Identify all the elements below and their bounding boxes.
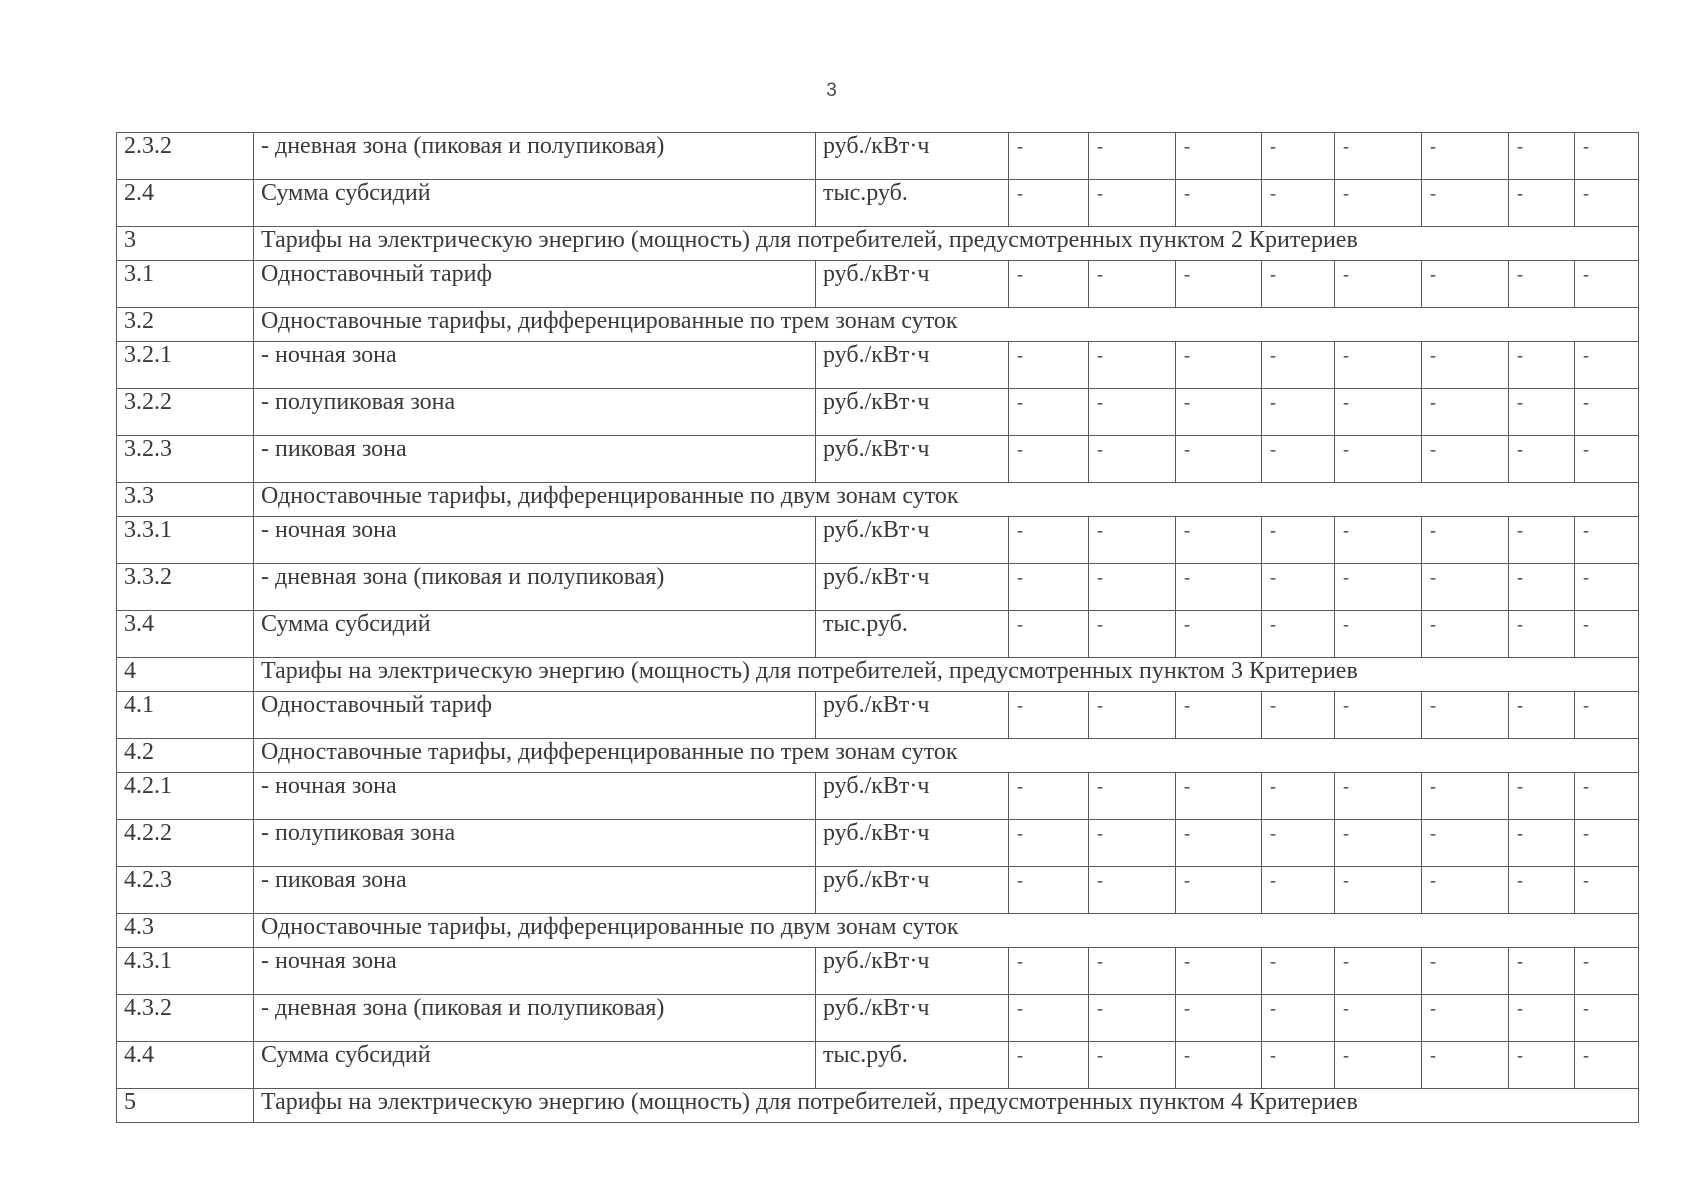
value-cell: - — [1262, 389, 1335, 436]
value-cell: - — [1009, 436, 1089, 483]
value-cell: - — [1176, 1042, 1262, 1089]
row-unit: руб./кВт·ч — [816, 867, 1009, 914]
value-cell: - — [1422, 564, 1509, 611]
value-cell: - — [1089, 611, 1176, 658]
row-code: 4.3.2 — [117, 995, 254, 1042]
value-cell: - — [1009, 820, 1089, 867]
section-row — [117, 739, 1639, 773]
value-cell: - — [1575, 342, 1639, 389]
row-code: 2.3.2 — [117, 133, 254, 180]
value-cell: - — [1262, 692, 1335, 739]
row-name: Сумма субсидий — [254, 180, 816, 227]
value-cell: - — [1089, 436, 1176, 483]
value-cell: - — [1335, 342, 1422, 389]
value-cell: - — [1009, 773, 1089, 820]
value-cell: - — [1335, 133, 1422, 180]
value-cell: - — [1262, 564, 1335, 611]
row-code: 4.4 — [117, 1042, 254, 1089]
row-unit: руб./кВт·ч — [816, 436, 1009, 483]
value-cell: - — [1335, 517, 1422, 564]
value-cell: - — [1089, 867, 1176, 914]
value-cell: - — [1509, 692, 1575, 739]
value-cell: - — [1009, 389, 1089, 436]
section-title: Тарифы на электрическую энергию (мощность) для потребителей, предусмотренных пунктом 4 Критериев — [254, 1089, 1639, 1123]
row-unit: руб./кВт·ч — [816, 820, 1009, 867]
row-name: - ночная зона — [254, 948, 816, 995]
value-cell: - — [1089, 948, 1176, 995]
row-unit: руб./кВт·ч — [816, 517, 1009, 564]
section-row — [117, 308, 1639, 342]
section-row — [117, 914, 1639, 948]
value-cell: - — [1089, 133, 1176, 180]
row-unit: руб./кВт·ч — [816, 692, 1009, 739]
value-cell: - — [1335, 692, 1422, 739]
value-cell: - — [1009, 1042, 1089, 1089]
value-cell: - — [1335, 820, 1422, 867]
row-name: - пиковая зона — [254, 867, 816, 914]
section-title: Одноставочные тарифы, дифференцированные по двум зонам суток — [254, 483, 1639, 517]
value-cell: - — [1176, 948, 1262, 995]
value-cell: - — [1509, 436, 1575, 483]
value-cell: - — [1422, 517, 1509, 564]
row-code: 4.3 — [117, 914, 254, 948]
section-row — [117, 658, 1639, 692]
row-code: 3.3.1 — [117, 517, 254, 564]
row-code: 3.3.2 — [117, 564, 254, 611]
row-unit: руб./кВт·ч — [816, 773, 1009, 820]
value-cell: - — [1422, 995, 1509, 1042]
value-cell: - — [1422, 867, 1509, 914]
row-unit: руб./кВт·ч — [816, 948, 1009, 995]
value-cell: - — [1335, 436, 1422, 483]
row-unit: тыс.руб. — [816, 180, 1009, 227]
value-cell: - — [1262, 261, 1335, 308]
value-cell: - — [1422, 261, 1509, 308]
value-cell: - — [1575, 436, 1639, 483]
value-cell: - — [1089, 389, 1176, 436]
value-cell: - — [1509, 342, 1575, 389]
section-row — [117, 1089, 1639, 1123]
value-cell: - — [1422, 180, 1509, 227]
value-cell: - — [1262, 820, 1335, 867]
row-code: 4.2.1 — [117, 773, 254, 820]
section-title: Тарифы на электрическую энергию (мощность) для потребителей, предусмотренных пунктом 3 Критериев — [254, 658, 1639, 692]
table-row — [117, 261, 1639, 308]
row-unit: руб./кВт·ч — [816, 133, 1009, 180]
value-cell: - — [1509, 948, 1575, 995]
value-cell: - — [1176, 564, 1262, 611]
row-name: - ночная зона — [254, 517, 816, 564]
row-unit: руб./кВт·ч — [816, 564, 1009, 611]
value-cell: - — [1575, 820, 1639, 867]
value-cell: - — [1575, 261, 1639, 308]
row-name: Одноставочный тариф — [254, 692, 816, 739]
value-cell: - — [1089, 564, 1176, 611]
value-cell: - — [1009, 564, 1089, 611]
value-cell: - — [1422, 436, 1509, 483]
value-cell: - — [1575, 948, 1639, 995]
value-cell: - — [1089, 180, 1176, 227]
value-cell: - — [1575, 517, 1639, 564]
value-cell: - — [1176, 820, 1262, 867]
row-name: - полупиковая зона — [254, 820, 816, 867]
value-cell: - — [1509, 517, 1575, 564]
value-cell: - — [1575, 389, 1639, 436]
value-cell: - — [1262, 1042, 1335, 1089]
value-cell: - — [1262, 133, 1335, 180]
value-cell: - — [1089, 261, 1176, 308]
table-row — [117, 820, 1639, 867]
value-cell: - — [1262, 995, 1335, 1042]
page-number: 3 — [826, 80, 837, 101]
value-cell: - — [1509, 180, 1575, 227]
value-cell: - — [1335, 995, 1422, 1042]
value-cell: - — [1089, 1042, 1176, 1089]
value-cell: - — [1176, 867, 1262, 914]
value-cell: - — [1509, 995, 1575, 1042]
row-code: 3.3 — [117, 483, 254, 517]
tariff-table — [116, 132, 1639, 1123]
row-name: - полупиковая зона — [254, 389, 816, 436]
row-unit: тыс.руб. — [816, 611, 1009, 658]
value-cell: - — [1335, 261, 1422, 308]
table-row — [117, 342, 1639, 389]
value-cell: - — [1422, 692, 1509, 739]
value-cell: - — [1335, 867, 1422, 914]
value-cell: - — [1089, 692, 1176, 739]
table-row — [117, 867, 1639, 914]
row-unit: руб./кВт·ч — [816, 342, 1009, 389]
row-code: 2.4 — [117, 180, 254, 227]
value-cell: - — [1575, 564, 1639, 611]
table-row — [117, 773, 1639, 820]
value-cell: - — [1176, 692, 1262, 739]
value-cell: - — [1335, 389, 1422, 436]
value-cell: - — [1422, 1042, 1509, 1089]
row-code: 3.1 — [117, 261, 254, 308]
table-row — [117, 517, 1639, 564]
value-cell: - — [1422, 133, 1509, 180]
table-row — [117, 180, 1639, 227]
value-cell: - — [1089, 995, 1176, 1042]
value-cell: - — [1176, 436, 1262, 483]
value-cell: - — [1089, 342, 1176, 389]
value-cell: - — [1509, 867, 1575, 914]
value-cell: - — [1575, 1042, 1639, 1089]
value-cell: - — [1089, 517, 1176, 564]
value-cell: - — [1262, 773, 1335, 820]
row-name: - ночная зона — [254, 773, 816, 820]
value-cell: - — [1176, 995, 1262, 1042]
table-row — [117, 133, 1639, 180]
value-cell: - — [1089, 820, 1176, 867]
table-row — [117, 692, 1639, 739]
value-cell: - — [1575, 611, 1639, 658]
row-name: - дневная зона (пиковая и полупиковая) — [254, 995, 816, 1042]
value-cell: - — [1335, 948, 1422, 995]
section-title: Тарифы на электрическую энергию (мощность) для потребителей, предусмотренных пунктом 2 Критериев — [254, 227, 1639, 261]
row-code: 4.2.3 — [117, 867, 254, 914]
value-cell: - — [1009, 261, 1089, 308]
row-name: - ночная зона — [254, 342, 816, 389]
section-title: Одноставочные тарифы, дифференцированные по двум зонам суток — [254, 914, 1639, 948]
value-cell: - — [1176, 261, 1262, 308]
value-cell: - — [1009, 948, 1089, 995]
value-cell: - — [1009, 692, 1089, 739]
row-unit: руб./кВт·ч — [816, 389, 1009, 436]
value-cell: - — [1176, 133, 1262, 180]
value-cell: - — [1335, 180, 1422, 227]
value-cell: - — [1422, 611, 1509, 658]
value-cell: - — [1422, 773, 1509, 820]
value-cell: - — [1422, 389, 1509, 436]
row-code: 4.1 — [117, 692, 254, 739]
value-cell: - — [1509, 611, 1575, 658]
table-row — [117, 948, 1639, 995]
table-row — [117, 1042, 1639, 1089]
row-name: - дневная зона (пиковая и полупиковая) — [254, 133, 816, 180]
table-row — [117, 564, 1639, 611]
value-cell: - — [1575, 773, 1639, 820]
value-cell: - — [1009, 995, 1089, 1042]
value-cell: - — [1176, 389, 1262, 436]
value-cell: - — [1009, 342, 1089, 389]
value-cell: - — [1335, 773, 1422, 820]
row-code: 4.3.1 — [117, 948, 254, 995]
row-code: 4.2 — [117, 739, 254, 773]
table-row — [117, 389, 1639, 436]
value-cell: - — [1262, 436, 1335, 483]
row-code: 3.2 — [117, 308, 254, 342]
row-unit: руб./кВт·ч — [816, 261, 1009, 308]
value-cell: - — [1575, 995, 1639, 1042]
row-code: 3.2.1 — [117, 342, 254, 389]
value-cell: - — [1262, 517, 1335, 564]
value-cell: - — [1509, 564, 1575, 611]
section-title: Одноставочные тарифы, дифференцированные по трем зонам суток — [254, 308, 1639, 342]
value-cell: - — [1089, 773, 1176, 820]
value-cell: - — [1509, 820, 1575, 867]
row-code: 3.2.3 — [117, 436, 254, 483]
value-cell: - — [1575, 180, 1639, 227]
value-cell: - — [1176, 180, 1262, 227]
row-code: 3.4 — [117, 611, 254, 658]
value-cell: - — [1575, 133, 1639, 180]
value-cell: - — [1176, 773, 1262, 820]
value-cell: - — [1422, 948, 1509, 995]
row-name: Одноставочный тариф — [254, 261, 816, 308]
value-cell: - — [1176, 611, 1262, 658]
value-cell: - — [1509, 389, 1575, 436]
table-row — [117, 611, 1639, 658]
value-cell: - — [1009, 180, 1089, 227]
row-name: - пиковая зона — [254, 436, 816, 483]
value-cell: - — [1262, 342, 1335, 389]
value-cell: - — [1009, 611, 1089, 658]
row-name: Сумма субсидий — [254, 611, 816, 658]
row-name: - дневная зона (пиковая и полупиковая) — [254, 564, 816, 611]
row-name: Сумма субсидий — [254, 1042, 816, 1089]
value-cell: - — [1009, 517, 1089, 564]
section-row — [117, 483, 1639, 517]
value-cell: - — [1509, 773, 1575, 820]
value-cell: - — [1176, 517, 1262, 564]
value-cell: - — [1422, 342, 1509, 389]
section-row — [117, 227, 1639, 261]
value-cell: - — [1262, 180, 1335, 227]
value-cell: - — [1575, 867, 1639, 914]
row-unit: руб./кВт·ч — [816, 995, 1009, 1042]
table-row — [117, 995, 1639, 1042]
value-cell: - — [1335, 564, 1422, 611]
row-unit: тыс.руб. — [816, 1042, 1009, 1089]
value-cell: - — [1262, 948, 1335, 995]
row-code: 4.2.2 — [117, 820, 254, 867]
table-row — [117, 436, 1639, 483]
value-cell: - — [1509, 1042, 1575, 1089]
value-cell: - — [1009, 867, 1089, 914]
value-cell: - — [1176, 342, 1262, 389]
value-cell: - — [1262, 867, 1335, 914]
value-cell: - — [1335, 1042, 1422, 1089]
row-code: 4 — [117, 658, 254, 692]
value-cell: - — [1009, 133, 1089, 180]
value-cell: - — [1262, 611, 1335, 658]
section-title: Одноставочные тарифы, дифференцированные по трем зонам суток — [254, 739, 1639, 773]
row-code: 3 — [117, 227, 254, 261]
value-cell: - — [1422, 820, 1509, 867]
value-cell: - — [1509, 133, 1575, 180]
table-body — [117, 133, 1639, 1123]
row-code: 5 — [117, 1089, 254, 1123]
value-cell: - — [1509, 261, 1575, 308]
value-cell: - — [1335, 611, 1422, 658]
value-cell: - — [1575, 692, 1639, 739]
row-code: 3.2.2 — [117, 389, 254, 436]
